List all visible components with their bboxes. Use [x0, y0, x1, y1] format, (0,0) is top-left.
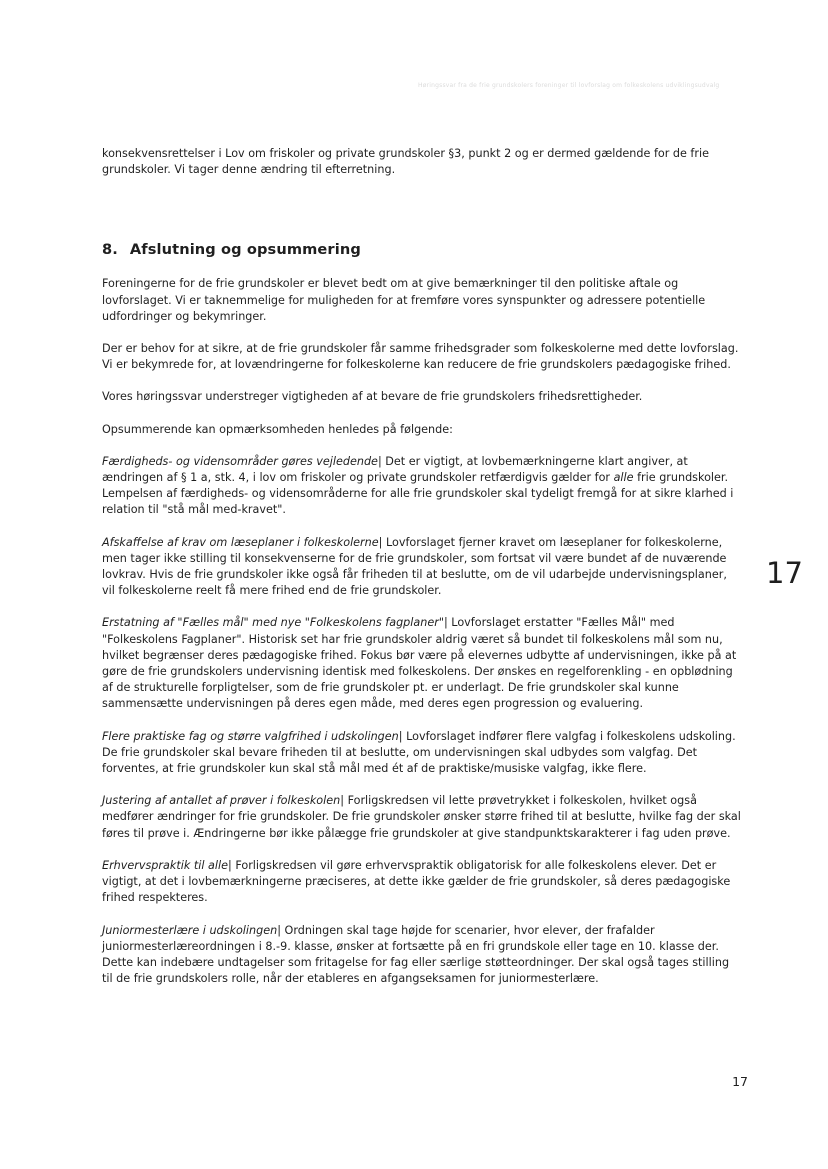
heading-separator: | [228, 858, 236, 872]
heading-separator: | [377, 454, 386, 468]
section-title: Afslutning og opsummering [129, 241, 361, 259]
document-body [102, 146, 742, 1003]
footer-page-number: 17 [732, 1074, 748, 1089]
running-header: Høringssvar fra de frie grundskolers foreninger til lovforslag om folkeskolens udviklingsudvalg [418, 82, 720, 89]
heading-separator: | [277, 923, 285, 937]
summary-item-heading: Justering af antallet af prøver i folkeskolen [102, 794, 341, 808]
summary-item-text: Det er vigtigt, at lovbemærkningerne klart angiver, at ændringen af § 1 a, stk. 4, i lov om friskoler og private grundskoler retfærdigvis gælder for [102, 454, 688, 485]
summary-item [102, 793, 742, 842]
heading-separator: | [398, 729, 407, 743]
summary-item [102, 923, 742, 988]
paragraph: Der er behov for at sikre, at de frie grundskoler får samme frihedsgrader som folkeskolerne med dette lovforslag. Vi er bekymrede for, at lovændringerne for folkeskolerne kan reducere de frie grundskolers pædagogiske frihed. [102, 342, 739, 372]
heading-separator: | [340, 794, 348, 808]
summary-item-text: Lovforslaget fjerner kravet om læseplaner for folkeskolerne, men tager ikke stilling til konsekvenserne for de frie grundskoler, som fortsat vil være bundet af de nuværende lovkrav. Hvis de frie grundskoler ikke også får friheden til at beslutte, om de vil udarbejde undervisningsplaner, vil folkeskolerne reelt få mere frihed end de frie grundskoler. [102, 535, 727, 598]
side-page-number: 17 [766, 556, 803, 590]
summary-item-heading: Afskaffelse af krav om læseplaner i folkeskolerne [102, 535, 379, 549]
summary-item-heading: Færdigheds- og vidensområder gøres vejledende [102, 454, 378, 468]
intro-paragraph: konsekvensrettelser i Lov om friskoler og private grundskoler §3, punkt 2 og er dermed gældende for de frie grundskoler. Vi tager denne ændring til efterretning. [102, 147, 709, 177]
summary-item-heading: Juniormesterlære i udskolingen [102, 923, 278, 937]
paragraph: Foreningerne for de frie grundskoler er blevet bedt om at give bemærkninger til den politiske aftale og lovforslaget. Vi er taknemmelige for muligheden for at fremføre vores synspunkter og adressere potentielle udfordringer og bekymringer. [102, 277, 706, 323]
summary-item [102, 454, 742, 519]
summary-item-text: Ordningen skal tage højde for scenarier, hvor elever, der frafalder juniormesterlæreordningen i 8.-9. klasse, ønsker at fortsætte på en fri grundskole eller tage en 10. klasse der. Dette kan indebære undtagelser som fritagelse for fag eller særlige støtteordninger. Der skal også tages stilling til de frie grundskolers rolle, når der etableres en afgangseksamen for juniormesterlære. [102, 923, 730, 986]
summary-item [102, 729, 742, 778]
summary-item [102, 858, 742, 907]
paragraph: Opsummerende kan opmærksomheden henledes på følgende: [102, 422, 453, 436]
summary-item [102, 535, 742, 600]
section-number: 8. [102, 241, 118, 259]
summary-item-heading: Flere praktiske fag og større valgfrihed i udskolingen [102, 729, 399, 743]
summary-item-text: alle [613, 471, 634, 485]
summary-item-heading: Erhvervspraktik til alle [102, 858, 228, 872]
summary-item-text: Lovforslaget erstatter "Fælles Mål" med "Folkeskolens Fagplaner". Historisk set har frie grundskoler aldrig været så bundet til folkeskolens mål som nu, hvilket begrænser deres pædagogiske frihed. Fokus bør være på elevernes udbytte af undervisningen, ikke på at gøre de frie grundskolers undervisning identisk med folkeskolens. Der ønskes en regelforenkling - en opblødning af de strukturelle forpligtelser, som de frie grundskoler pt. er underlagt. De frie grundskoler skal kunne sammensætte undervisningen på deres egen måde, med deres egen progression og evaluering. [102, 616, 737, 711]
paragraph: Vores høringssvar understreger vigtigheden af at bevare de frie grundskolers frihedsrettigheder. [102, 390, 643, 404]
summary-item-text: Forligskredsen vil gøre erhvervspraktik obligatorisk for alle folkeskolens elever. Det er vigtigt, at det i lovbemærkningerne præciseres, at dette ikke gælder de frie grundskoler, så deres pædagogiske frihed respekteres. [102, 858, 731, 905]
section-heading [102, 241, 742, 259]
heading-separator: | [443, 616, 452, 630]
heading-separator: | [378, 535, 386, 549]
summary-item [102, 615, 742, 712]
summary-item-text: Lovforslaget indfører flere valgfag i folkeskolens udskoling. De frie grundskoler skal bevare friheden til at beslutte, om undervisningen skal udbydes som valgfag. Det forventes, at frie grundskoler kun skal stå mål med ét af de praktiske/musiske valgfag, ikke flere. [102, 729, 736, 776]
summary-item-text: Forligskredsen vil lette prøvetrykket i folkeskolen, hvilket også medfører ændringer for frie grundskoler. De frie grundskoler ønsker større frihed til at beslutte, hvilke fag der skal føres til prøve i. Ændringerne bør ikke pålægge frie grundskoler at give standpunktskarakterer i fag uden prøve. [102, 794, 741, 840]
summary-item-heading: Erstatning af "Fælles mål" med nye "Folkeskolens fagplaner" [102, 616, 444, 630]
summary-item-text: frie grundskoler. Lempelsen af færdigheds- og vidensområderne for alle frie grundskoler skal tydeligt fremgå for at sikre klarhed i relation til "stå mål med-kravet". [102, 471, 734, 517]
summary-items-list [102, 454, 742, 987]
